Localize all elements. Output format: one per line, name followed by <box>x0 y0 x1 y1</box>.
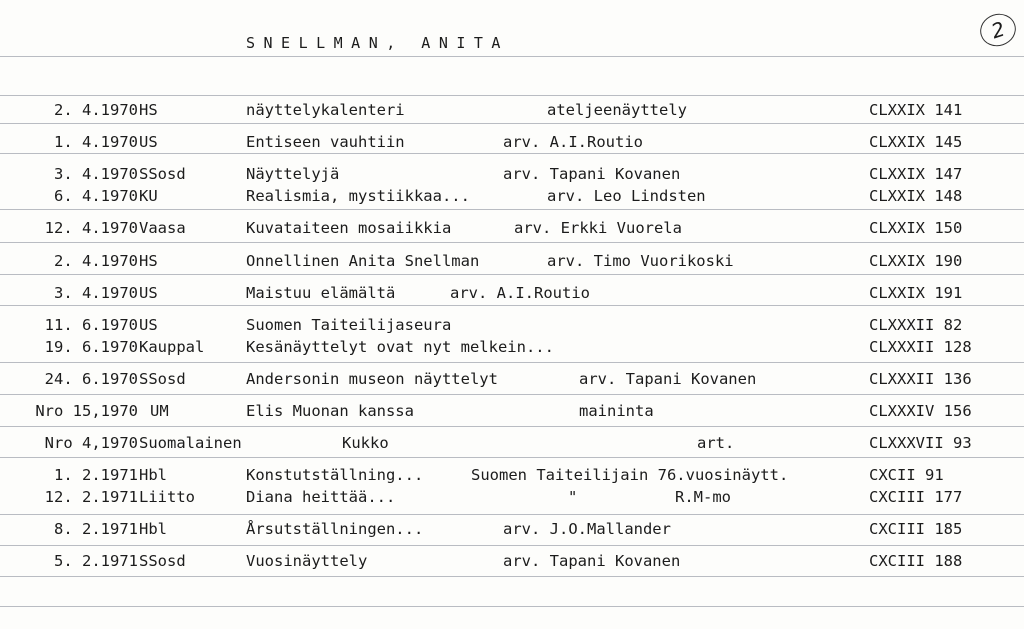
entry-note: arv. Tapani Kovanen <box>503 165 681 183</box>
entry-title: Årsutställningen... <box>246 520 424 538</box>
entry-reference: CLXXIX 145 <box>869 133 963 151</box>
entry-title: Vuosinäyttely <box>246 552 368 570</box>
rule-line <box>0 305 1024 306</box>
rule-line <box>0 209 1024 210</box>
entry-title: Realismia, mystiikkaa... <box>246 187 470 205</box>
entry-source: Kauppal <box>139 338 205 356</box>
rule-line <box>0 576 1024 577</box>
entry-row <box>0 186 1024 206</box>
entry-date: 12. 2.1971 <box>44 488 138 506</box>
entry-row <box>0 465 1024 485</box>
entry-source: Hbl <box>139 520 167 538</box>
entry-source: SSosd <box>139 552 186 570</box>
entry-title: Entiseen vauhtiin <box>246 133 405 151</box>
rule-line <box>0 274 1024 275</box>
entry-note: ateljeenäyttely <box>547 101 687 119</box>
entry-author: R.M-mo <box>675 488 731 506</box>
entry-source: Hbl <box>139 466 167 484</box>
entry-title: Diana heittää... <box>246 488 396 506</box>
entry-reference: CLXXXII 128 <box>869 338 972 356</box>
entry-date: 5. 2.1971 <box>54 552 138 570</box>
entry-reference: CLXXIX 190 <box>869 252 963 270</box>
entry-row <box>0 519 1024 539</box>
entry-row <box>0 100 1024 120</box>
entry-date: Nro 15,1970 <box>35 402 138 420</box>
entry-source: SSosd <box>139 370 186 388</box>
entry-date: 1. 2.1971 <box>54 466 138 484</box>
entry-note: arv. A.I.Routio <box>450 284 590 302</box>
entry-title: Andersonin museon näyttelyt <box>246 370 498 388</box>
entry-source: US <box>139 284 158 302</box>
entry-title: Näyttelyjä <box>246 165 340 183</box>
rule-line <box>0 514 1024 515</box>
entry-source: HS <box>139 252 158 270</box>
entry-date: 1. 4.1970 <box>54 133 138 151</box>
entry-row <box>0 315 1024 335</box>
entry-date: Nro 4,1970 <box>44 434 138 452</box>
rule-line <box>0 606 1024 607</box>
entry-note: art. <box>697 434 735 452</box>
entry-date: 2. 4.1970 <box>54 252 138 270</box>
entry-date: 24. 6.1970 <box>44 370 138 388</box>
entry-date: 11. 6.1970 <box>44 316 138 334</box>
entry-row <box>0 164 1024 184</box>
entry-note: arv. Tapani Kovanen <box>579 370 757 388</box>
entry-source: Liitto <box>139 488 195 506</box>
entry-reference: CLXXXIV 156 <box>869 402 972 420</box>
rule-line <box>0 123 1024 124</box>
entry-row <box>0 132 1024 152</box>
entry-note: Suomen Taiteilijain 76.vuosinäytt. <box>471 466 789 484</box>
entry-reference: CXCII 91 <box>869 466 944 484</box>
entry-title: näyttelykalenteri <box>246 101 405 119</box>
entry-reference: CLXXXII 82 <box>869 316 963 334</box>
entry-title: Maistuu elämältä <box>246 284 396 302</box>
entry-reference: CLXXIX 150 <box>869 219 963 237</box>
rule-line <box>0 362 1024 363</box>
entry-row <box>0 218 1024 238</box>
entry-reference: CLXXXII 136 <box>869 370 972 388</box>
entry-reference: CXCIII 177 <box>869 488 963 506</box>
entry-row <box>0 401 1024 421</box>
entry-title: Kukko <box>342 434 389 452</box>
entry-reference: CLXXXVII 93 <box>869 434 972 452</box>
entry-note: arv. Erkki Vuorela <box>514 219 682 237</box>
entry-row <box>0 551 1024 571</box>
entry-source: UM <box>150 402 169 420</box>
entry-reference: CLXXIX 148 <box>869 187 963 205</box>
entry-title: Kuvataiteen mosaiikkia <box>246 219 452 237</box>
entry-title: Elis Muonan kanssa <box>246 402 414 420</box>
entry-date: 8. 2.1971 <box>54 520 138 538</box>
entry-title: Konstutställning... <box>246 466 424 484</box>
entry-note: arv. Tapani Kovanen <box>503 552 681 570</box>
entry-source: Vaasa <box>139 219 186 237</box>
entry-date: 2. 4.1970 <box>54 101 138 119</box>
entry-source: US <box>139 133 158 151</box>
entry-date: 3. 4.1970 <box>54 165 138 183</box>
card-title: SNELLMAN, ANITA <box>246 34 509 52</box>
page-number-circled: 2 <box>976 9 1020 51</box>
rule-line <box>0 545 1024 546</box>
entry-note: arv. J.O.Mallander <box>503 520 671 538</box>
entry-row <box>0 337 1024 357</box>
rule-line <box>0 56 1024 57</box>
entry-reference: CLXXIX 191 <box>869 284 963 302</box>
entry-reference: CXCIII 188 <box>869 552 963 570</box>
entry-title: Kesänäyttelyt ovat nyt melkein... <box>246 338 554 356</box>
entry-date: 6. 4.1970 <box>54 187 138 205</box>
entry-date: 12. 4.1970 <box>44 219 138 237</box>
entry-note: arv. Leo Lindsten <box>547 187 706 205</box>
entry-source: Suomalainen <box>139 434 242 452</box>
rule-line <box>0 394 1024 395</box>
entry-note: maininta <box>579 402 654 420</box>
entry-row <box>0 487 1024 507</box>
rule-line <box>0 457 1024 458</box>
entry-source: KU <box>139 187 158 205</box>
entry-date: 3. 4.1970 <box>54 284 138 302</box>
rule-line <box>0 426 1024 427</box>
entry-note: " <box>568 488 578 506</box>
entry-source: SSosd <box>139 165 186 183</box>
rule-line <box>0 242 1024 243</box>
rule-line <box>0 95 1024 96</box>
entry-reference: CXCIII 185 <box>869 520 963 538</box>
entry-row <box>0 369 1024 389</box>
entry-title: Suomen Taiteilijaseura <box>246 316 452 334</box>
rule-line <box>0 153 1024 154</box>
entry-title: Onnellinen Anita Snellman <box>246 252 480 270</box>
entry-reference: CLXXIX 141 <box>869 101 963 119</box>
entry-date: 19. 6.1970 <box>44 338 138 356</box>
entry-row <box>0 433 1024 453</box>
entry-reference: CLXXIX 147 <box>869 165 963 183</box>
entry-row <box>0 283 1024 303</box>
entry-source: US <box>139 316 158 334</box>
entry-note: arv. A.I.Routio <box>503 133 643 151</box>
entry-source: HS <box>139 101 158 119</box>
entry-row <box>0 251 1024 271</box>
entry-note: arv. Timo Vuorikoski <box>547 252 734 270</box>
